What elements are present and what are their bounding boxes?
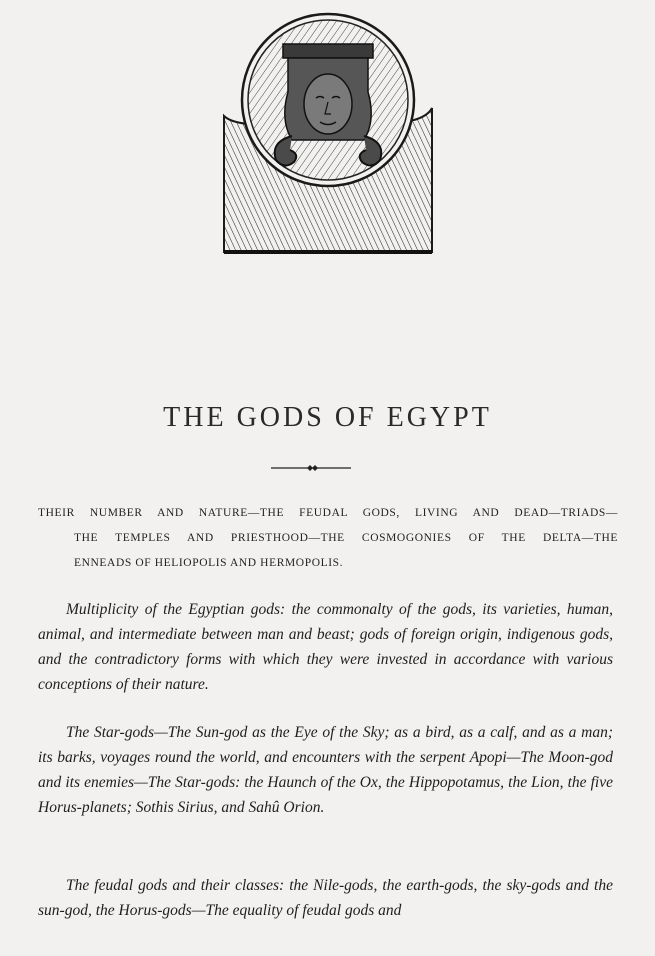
- synopsis-paragraph: The Star-gods—The Sun-god as the Eye of the Sky; as a bird, as a calf, and as a man; its barks, voyages round the world, and encounters with the serpent Apopi—The Moon-god and its enemies—The Star-gods: the Haunch of the Ox, the Hippopotamus, the Lion, the five Horus-planets; Sothis Sirius, and Sahû Orion.: [38, 724, 613, 816]
- chapter-title: THE GODS OF EGYPT: [163, 402, 492, 433]
- ornamental-rule-icon: [271, 462, 351, 474]
- synopsis-paragraph: The feudal gods and their classes: the Nile-gods, the earth-gods, the sky-gods and the sun-god, the Horus-gods—The equality of feudal gods and: [38, 877, 613, 919]
- summary-line: ENNEADS OF HELIOPOLIS AND HERMOPOLIS.: [74, 557, 344, 569]
- chapter-summary: [38, 501, 618, 576]
- hathor-relief-illustration: [218, 12, 438, 256]
- summary-line: THEIR NUMBER AND NATURE—THE FEUDAL GODS, LIVING AND DEAD—TRIADS—: [38, 507, 618, 519]
- synopsis-paragraph: Multiplicity of the Egyptian gods: the commonalty of the gods, its varieties, human, animal, and intermediate between man and beast; gods of foreign origin, indigenous gods, and the contradictory forms with which they were invested in accordance with various conceptions of their nature.: [38, 601, 613, 693]
- summary-line: THE TEMPLES AND PRIESTHOOD—THE COSMOGONIES OF THE DELTA—THE: [74, 532, 618, 544]
